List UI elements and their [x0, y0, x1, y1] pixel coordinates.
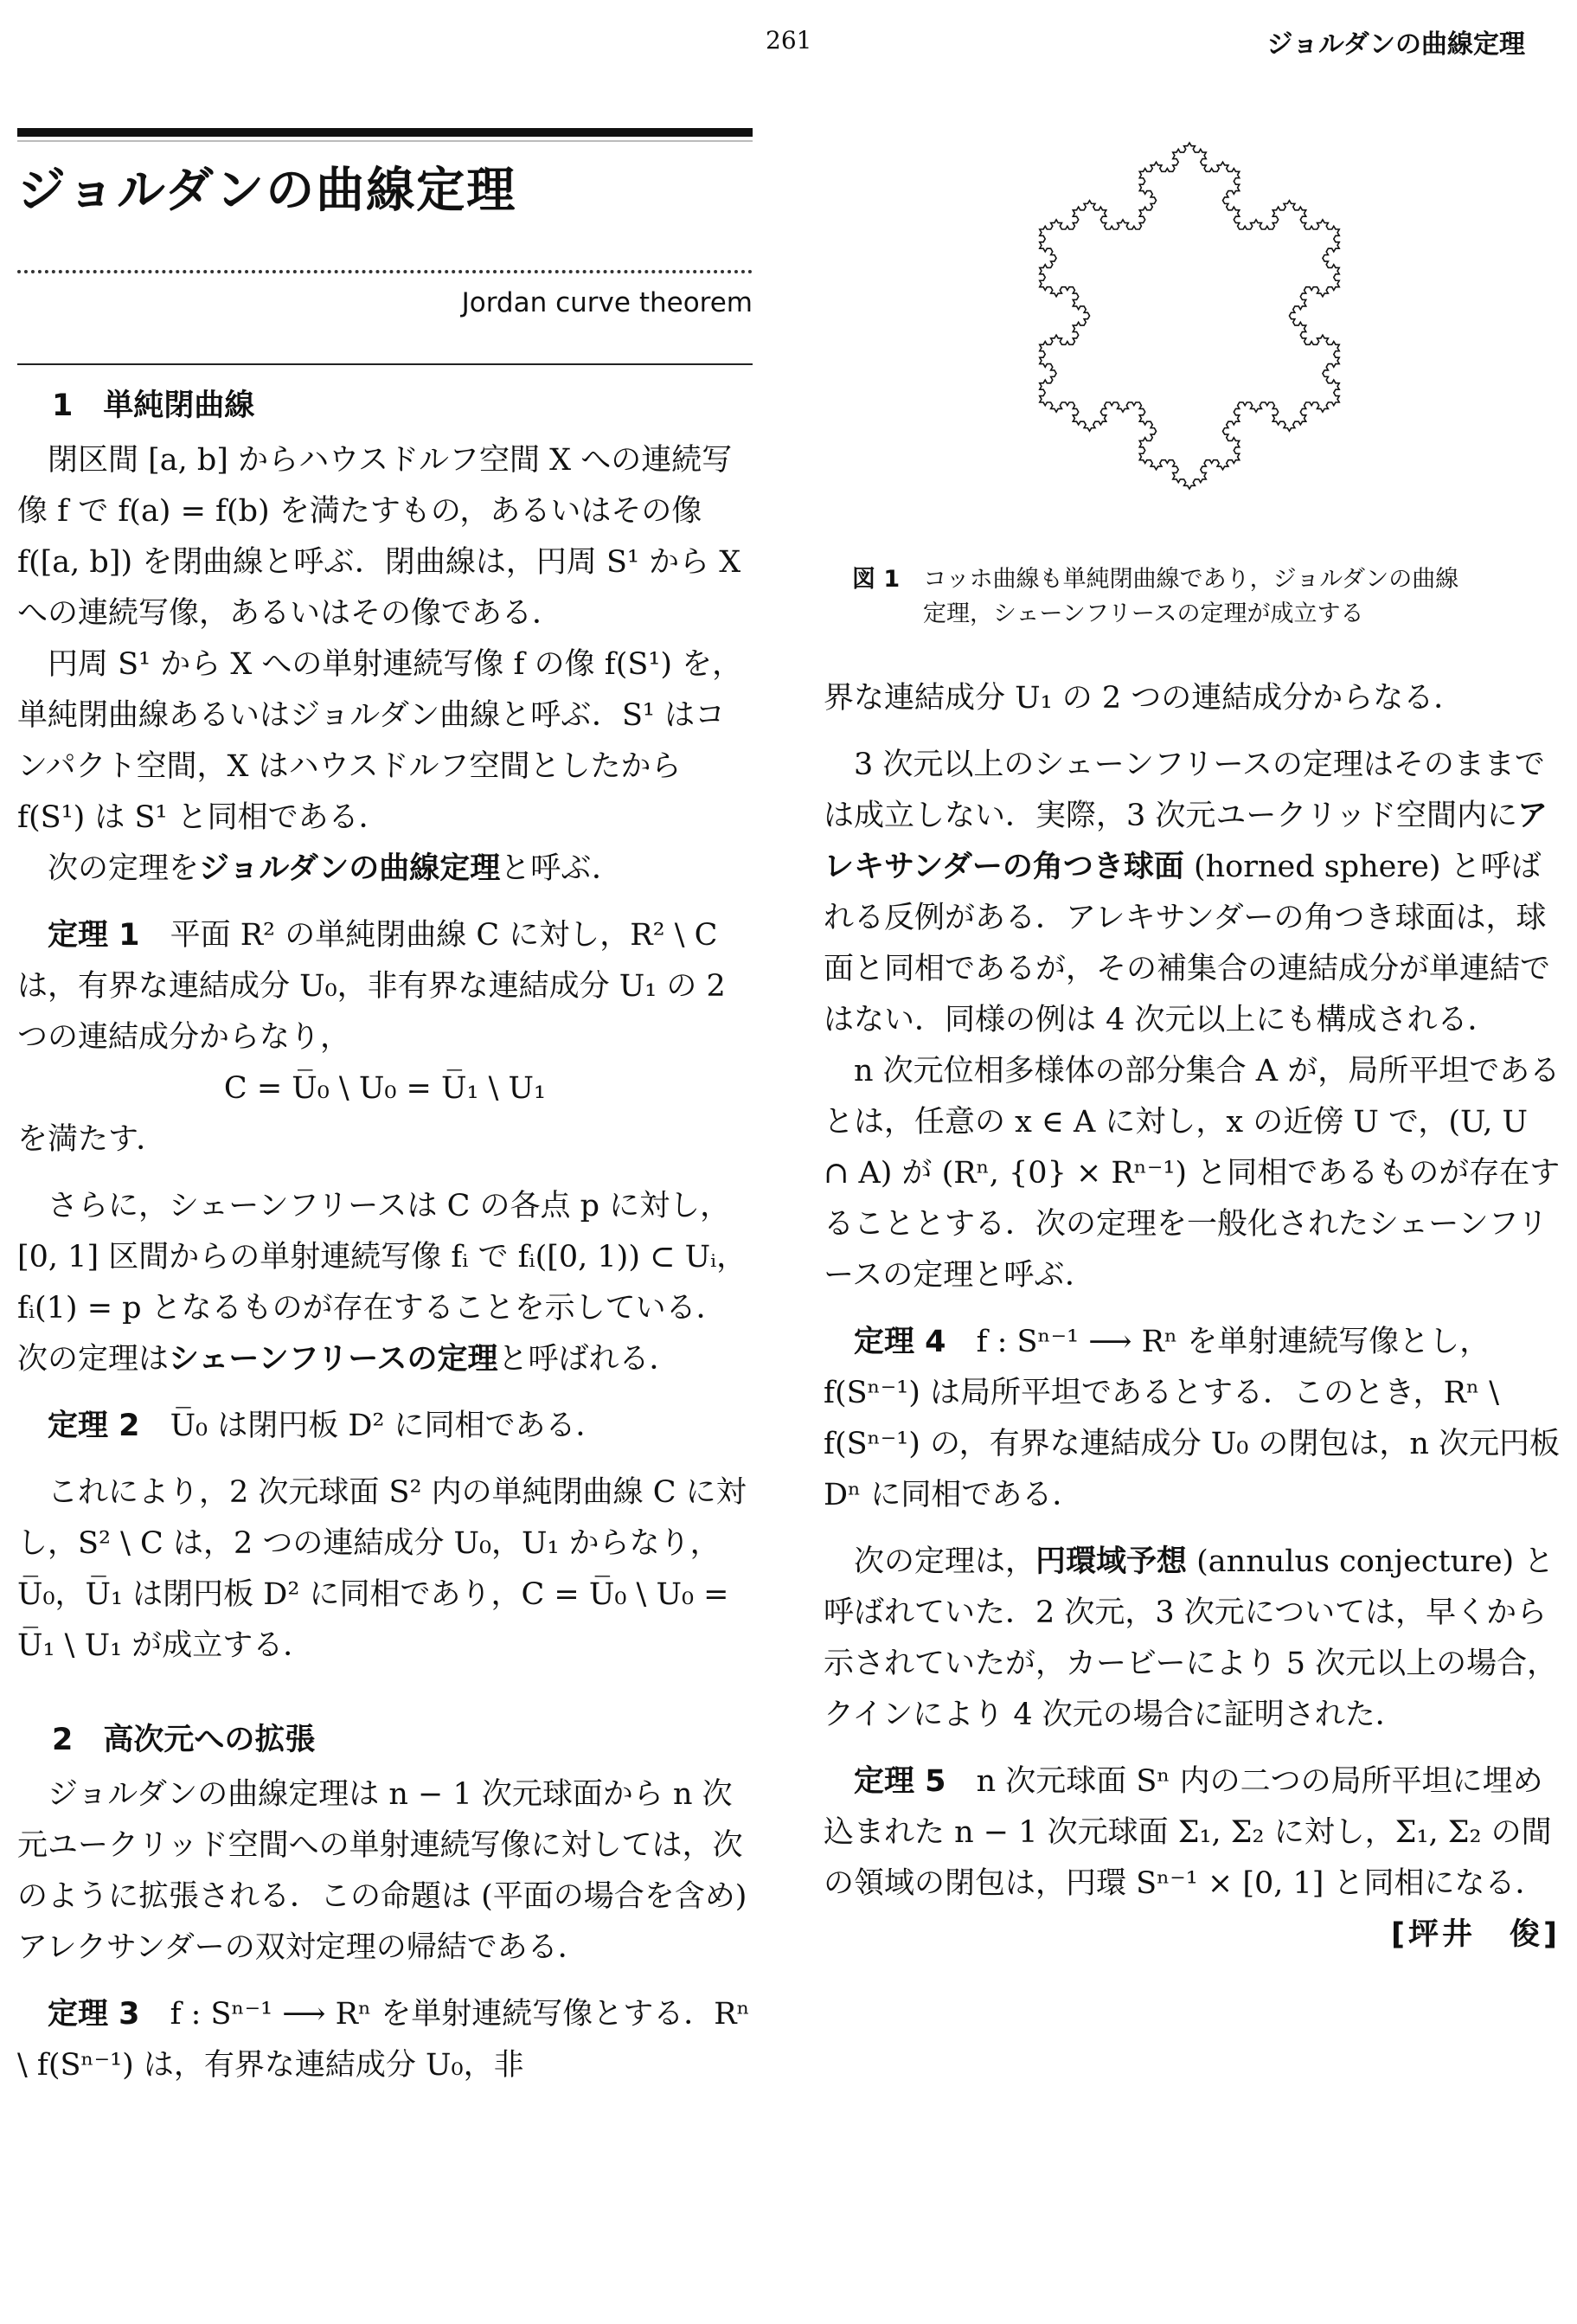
- paragraph-unbounded-component: 界な連結成分 U₁ の 2 つの連結成分からなる．: [824, 681, 1465, 716]
- title-rule-shadow: [17, 140, 753, 142]
- left-column: [17, 381, 753, 2091]
- text-fragment: 次の定理を: [48, 851, 200, 886]
- title-dotted-rule: [17, 270, 753, 273]
- theorem-5-label: 定理 5: [854, 1764, 946, 1799]
- theorem-2-label: 定理 2: [48, 1409, 140, 1443]
- text-fragment: (annulus conjecture) と呼ばれていた．2 次元，3 次元については，早くから示されていたが，カービーにより 5 次元以上の場合，クインにより 4 次元の場合に証明された．: [824, 1544, 1558, 1732]
- theorem-2-text: U̅₀ は閉円板 D² に同相である．: [170, 1409, 606, 1443]
- text-fragment: 次の定理は，: [854, 1544, 1036, 1579]
- koch-curve: [1040, 143, 1339, 489]
- paragraph-locally-flat: n 次元位相多様体の部分集合 A が，局所平坦であるとは，任意の x ∈ A に対し，x の近傍 U で，(U, U ∩ A) が (Rⁿ, {0} × Rⁿ⁻¹) と同相であるものが存在することとする．次の定理を一般化されたシェーンフリースの定理と呼ぶ．: [824, 1054, 1561, 1293]
- author-signature: [坪井 俊]: [1391, 1917, 1561, 1952]
- theorem-4-label: 定理 4: [854, 1325, 946, 1359]
- caption-line-1: コッホ曲線も単純閉曲線であり，ジョルダンの曲線: [923, 566, 1459, 593]
- caption-line-2: 定理，シェーンフリースの定理が成立する: [923, 600, 1364, 627]
- english-title: Jordan curve theorem: [461, 287, 753, 318]
- text-fragment: さらに，シェーンフリースは C の各点 p に対し，[0, 1] 区間からの単射連続写像 fᵢ で fᵢ([0, 1)) ⊂ Uᵢ，fᵢ(1) = p となるものが存在することを示している．次の定理は: [17, 1189, 747, 1377]
- paragraph-horned-sphere: [824, 740, 1561, 1046]
- paragraph-sphere-case: これにより，2 次元球面 S² 内の単純閉曲線 C に対し，S² \ C は，2 つの連結成分 U₀，U₁ からなり，U̅₀，U̅₁ は閉円板 D² に同相であり，C = U̅₀ \ U₀ = U̅₁ \ U₁ が成立する．: [17, 1475, 747, 1663]
- theorem-3-label: 定理 3: [48, 1997, 140, 2032]
- theorem-5-text: n 次元球面 Sⁿ 内の二つの局所平坦に埋め込まれた n − 1 次元球面 Σ₁, Σ₂ に対し，Σ₁, Σ₂ の間の領域の閉包は，円環 Sⁿ⁻¹ × [0, 1] と同相になる．: [824, 1764, 1552, 1901]
- figure-label: 図 1: [852, 566, 901, 593]
- theorem-3: [17, 1989, 753, 2091]
- koch-snowflake-figure: [995, 112, 1384, 519]
- paragraph-annulus: [824, 1537, 1561, 1741]
- article-title: ジョルダンの曲線定理: [17, 163, 517, 219]
- theorem-5: [824, 1756, 1561, 1952]
- text-fragment: 3 次元以上のシェーンフリースの定理はそのままでは成立しない．実際，3 次元ユークリッド空間内に: [824, 748, 1545, 833]
- theorem-1-label: 定理 1: [48, 918, 140, 953]
- theorem-1: [17, 910, 753, 1063]
- term-schoenflies-theorem: シェーンフリースの定理: [169, 1342, 498, 1377]
- paragraph-schoenflies: [17, 1181, 753, 1385]
- running-title: ジョルダンの曲線定理: [1266, 29, 1525, 60]
- paragraph-closed-curve: 閉区間 [a, b] からハウスドルフ空間 X への連続写像 f で f(a) = f(b) を満たすもの，あるいはその像 f([a, b]) を閉曲線と呼ぶ．閉曲線は，円周 S¹ から X への連続写像，あるいはその像である．: [17, 443, 741, 631]
- theorem-3-text: f : Sⁿ⁻¹ ⟶ Rⁿ を単射連続写像とする．Rⁿ \ f(Sⁿ⁻¹) は，有界な連結成分 U₀，非: [17, 1997, 750, 2083]
- section-1-heading: 1 単純閉曲線: [52, 388, 255, 423]
- section-2-heading: 2 高次元への拡張: [52, 1723, 316, 1757]
- theorem-1-text: 平面 R² の単純閉曲線 C に対し，R² \ C は，有界な連結成分 U₀，非有界な連結成分 U₁ の 2 つの連結成分からなり，: [17, 918, 726, 1055]
- term-alexander-horned-sphere: アレキサンダーの角つき球面: [824, 799, 1548, 884]
- term-jordan-curve-theorem: ジョルダンの曲線定理: [199, 851, 501, 886]
- paragraph-simple-closed-curve: 円周 S¹ から X への単射連続写像 f の像 f(S¹) を，単純閉曲線あるいはジョルダン曲線と呼ぶ．S¹ はコンパクト空間，X はハウスドルフ空間としたから f(S¹) は S¹ と同相である．: [17, 647, 743, 835]
- theorem-4-text: f : Sⁿ⁻¹ ⟶ Rⁿ を単射連続写像とし，f(Sⁿ⁻¹) は局所平坦であるとする．このとき，Rⁿ \ f(Sⁿ⁻¹) の，有界な連結成分 U₀ の閉包は，n 次元円板 Dⁿ に同相である．: [824, 1325, 1561, 1512]
- right-column: [824, 673, 1561, 1961]
- theorem-2: [17, 1401, 753, 1452]
- term-annulus-conjecture: 円環域予想: [1035, 1544, 1188, 1579]
- theorem-1-formula: C = U̅₀ \ U₀ = U̅₁ \ U₁: [223, 1071, 547, 1106]
- theorem-4: [824, 1317, 1561, 1521]
- text-fragment: と呼ぶ．: [500, 851, 622, 886]
- text-fragment: (horned sphere) と呼ばれる反例がある．アレキサンダーの角つき球面は，球面と同相であるが，その補集合の連結成分が単連結ではない．同様の例は 4 次元以上にも構成される．: [824, 850, 1551, 1037]
- text-fragment: と呼ばれる．: [497, 1342, 680, 1377]
- title-rule-thick: [17, 128, 753, 137]
- paragraph-higher-dim: ジョルダンの曲線定理は n − 1 次元球面から n 次元ユークリッド空間への単射連続写像に対しては，次のように拡張される．この命題は (平面の場合を含め) アレクサンダーの双対定理の帰結である．: [17, 1777, 747, 1965]
- title-rule-bottom: [17, 363, 753, 365]
- theorem-1-end: を満たす．: [17, 1122, 167, 1157]
- paragraph-theorem-intro: [17, 844, 753, 895]
- page-number: 261: [766, 26, 812, 55]
- figure-caption: [852, 562, 1553, 632]
